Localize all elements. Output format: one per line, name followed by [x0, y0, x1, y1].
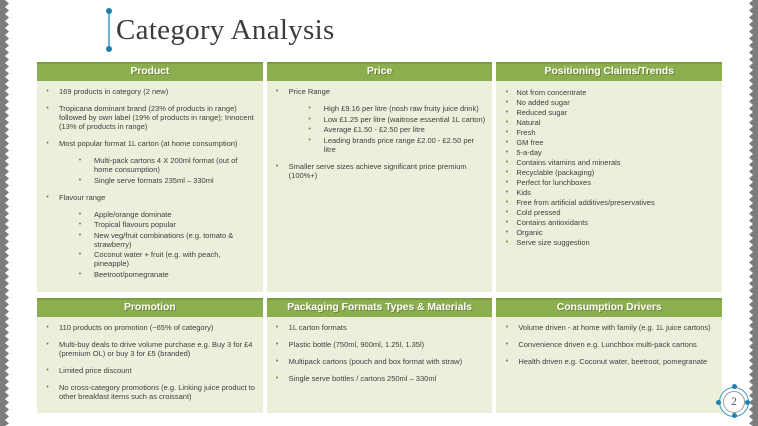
bullet-item — [41, 231, 256, 249]
bullet-icon: • — [505, 99, 509, 106]
bullet-text: Contains antioxidants — [516, 218, 589, 227]
section-promotion — [37, 298, 263, 413]
bullet-icon: • — [275, 162, 279, 170]
bullet-item — [271, 340, 486, 349]
section-header-price: Price — [267, 62, 493, 81]
bullet-item — [271, 323, 486, 332]
bullet-item — [500, 88, 715, 97]
bullet-icon: • — [78, 157, 82, 164]
bullet-icon: • — [505, 219, 509, 226]
bullet-icon: • — [505, 149, 509, 156]
bullet-icon: • — [505, 229, 509, 236]
bullet-icon: • — [78, 270, 82, 278]
bullet-icon: • — [505, 179, 509, 186]
section-header-consumption: Consumption Drivers — [496, 298, 722, 317]
bullet-item — [500, 118, 715, 127]
section-product — [37, 62, 263, 292]
bullet-item — [41, 340, 256, 358]
bullet-item — [500, 357, 715, 366]
bullet-icon: • — [505, 239, 509, 246]
bullet-item — [271, 115, 486, 124]
bullet-text: Not from concentrate — [516, 88, 587, 97]
bullet-text: Low £1.25 per litre (waitrose essential 1L carton) — [323, 114, 486, 124]
bullet-item — [41, 156, 256, 174]
accent-dot-bottom — [106, 46, 112, 52]
bullet-text: Natural — [516, 118, 541, 127]
bullet-icon: • — [505, 109, 509, 116]
title-block — [108, 6, 335, 54]
bullet-text: Recyclable (packaging) — [516, 168, 595, 177]
bullet-icon: • — [46, 105, 49, 112]
bullet-text: Perfect for lunchboxes — [516, 178, 591, 187]
bullet-text: Smaller serve sizes achieve significant price premium (100%+) — [288, 161, 467, 180]
title-accent-line — [108, 13, 110, 47]
bullet-icon: • — [275, 324, 279, 331]
bullet-text: New veg/fruit combinations (e.g. tomato & strawberry) — [94, 230, 234, 249]
bullet-item — [41, 383, 256, 401]
section-packaging — [267, 298, 493, 413]
bullet-icon: • — [308, 115, 311, 123]
section-body-price — [267, 81, 493, 292]
bullet-text: Reduced sugar — [516, 108, 568, 117]
bullet-text: Price Range — [288, 87, 330, 96]
bullet-item — [41, 176, 256, 185]
bullet-text: Average £1.50 - £2.50 per litre — [323, 125, 425, 134]
bullet-icon: • — [78, 221, 82, 228]
selection-handle-left[interactable] — [716, 400, 721, 405]
bullet-text: Health driven e.g. Coconut water, beetroot, pomegranate — [518, 357, 708, 366]
bullet-item — [41, 210, 256, 219]
bullet-icon: • — [78, 231, 82, 239]
bullet-text: Fresh — [516, 128, 536, 137]
bullet-text: No cross-category promotions (e.g. Linking juice product to other breakfast items such as croissant) — [59, 383, 255, 401]
section-body-consumption — [496, 317, 722, 413]
accent-dot-top — [106, 8, 112, 14]
bullet-item — [271, 357, 486, 366]
bullet-item — [41, 220, 256, 229]
bullet-item — [271, 162, 486, 180]
bullet-item — [271, 374, 486, 383]
bullet-item — [271, 136, 486, 154]
section-body-positioning — [496, 81, 722, 292]
bullet-icon: • — [505, 119, 509, 126]
bullet-text: Plastic bottle (750ml, 900ml, 1.25l, 1.35l) — [288, 340, 425, 349]
bullet-item — [500, 138, 715, 147]
bullet-item — [41, 250, 256, 268]
bullet-text: Flavour range — [59, 192, 106, 202]
bullet-item — [500, 158, 715, 167]
bullet-icon: • — [505, 358, 509, 365]
bullet-text: Leading brands price range £2.00 - £2.50 per litre — [323, 135, 475, 154]
bullet-icon: • — [308, 136, 311, 144]
bullet-item — [500, 208, 715, 217]
bullet-text: Volume driven - at home with family (e.g. 1L juice cartons) — [518, 323, 711, 332]
bullet-text: Limited price discount — [59, 366, 132, 375]
bullet-text: Serve size suggestion — [516, 238, 590, 247]
section-header-product: Product — [37, 62, 263, 81]
bullet-icon: • — [505, 139, 509, 146]
bullet-item — [500, 98, 715, 107]
bullet-icon: • — [505, 129, 509, 136]
bullet-text: Multipack cartons (pouch and box format with straw) — [288, 357, 463, 366]
bullet-text: GM free — [516, 138, 544, 147]
bullet-item — [271, 104, 486, 113]
bullet-item — [41, 323, 256, 332]
bullet-item — [500, 148, 715, 157]
bullet-text: Single serve bottles / cartons 250ml – 330ml — [288, 374, 437, 383]
bullet-item — [500, 168, 715, 177]
page-number: 2 — [723, 391, 745, 413]
bullet-icon: • — [78, 176, 82, 184]
bullet-item — [500, 218, 715, 227]
bullet-text: Free from artificial additives/preservatives — [516, 198, 655, 207]
bullet-icon: • — [505, 341, 509, 348]
torn-edge-right — [744, 0, 758, 426]
bullet-icon: • — [78, 251, 82, 258]
bullet-icon: • — [46, 384, 49, 391]
section-positioning — [496, 62, 722, 292]
bullet-icon: • — [505, 189, 509, 196]
bullet-item — [41, 270, 256, 279]
bullet-item — [500, 178, 715, 187]
bullet-icon: • — [46, 193, 49, 201]
sections-grid — [37, 62, 722, 413]
bullet-item — [271, 87, 486, 96]
bullet-text: Kids — [516, 188, 531, 197]
section-header-positioning: Positioning Claims/Trends — [496, 62, 722, 81]
slide-title: Category Analysis — [116, 13, 335, 46]
section-body-packaging — [267, 317, 493, 413]
bullet-icon: • — [505, 169, 509, 176]
bullet-text: Convenience driven e.g. Lunchbox multi-pack cartons — [518, 340, 697, 349]
bullet-text: 1L carton formats — [288, 323, 347, 332]
section-body-product — [37, 81, 263, 292]
bullet-icon: • — [505, 209, 509, 216]
bullet-text: Coconut water + fruit (e.g. with peach, pineapple) — [94, 250, 221, 268]
page-number-badge[interactable] — [719, 387, 749, 417]
bullet-text: No added sugar — [516, 98, 570, 107]
bullet-item — [41, 193, 256, 202]
bullet-text: Tropicana dominant brand (23% of products in range) followed by own label (19% of products in range); Innocent (13% of products in range) — [59, 104, 254, 131]
selection-handle-right[interactable] — [745, 400, 750, 405]
bullet-text: High £9.16 per litre (nosh raw fruity juice drink) — [323, 104, 479, 113]
section-header-packaging: Packaging Formats Types & Materials — [267, 298, 493, 317]
bullet-item — [500, 340, 715, 349]
bullet-item — [500, 198, 715, 207]
bullet-text: Multi-pack cartons 4 X 200ml format (out of home consumption) — [94, 156, 238, 174]
bullet-item — [271, 125, 486, 134]
bullet-icon: • — [505, 324, 509, 331]
bullet-icon: • — [505, 159, 509, 166]
bullet-item — [500, 238, 715, 247]
bullet-item — [500, 128, 715, 137]
section-price — [267, 62, 493, 292]
bullet-icon: • — [275, 375, 279, 382]
bullet-item — [41, 104, 256, 131]
bullet-icon: • — [78, 210, 82, 218]
bullet-icon: • — [505, 89, 509, 96]
bullet-icon: • — [308, 105, 311, 112]
bullet-icon: • — [505, 199, 509, 206]
bullet-text: 5-a-day — [516, 148, 542, 157]
bullet-text: Single serve formats 235ml – 330ml — [94, 175, 214, 185]
bullet-icon: • — [275, 88, 279, 95]
bullet-item — [500, 228, 715, 237]
section-body-promotion — [37, 317, 263, 413]
bullet-icon: • — [46, 341, 49, 348]
bullet-item — [500, 323, 715, 332]
bullet-icon: • — [46, 140, 49, 147]
section-header-promotion: Promotion — [37, 298, 263, 317]
bullet-item — [41, 366, 256, 375]
bullet-icon: • — [275, 341, 279, 348]
bullet-text: Tropical flavours popular — [94, 220, 176, 229]
bullet-item — [41, 139, 256, 148]
bullet-item — [500, 188, 715, 197]
torn-edge-left — [0, 0, 14, 426]
selection-handle-bottom[interactable] — [732, 413, 737, 418]
bullet-text: Organic — [516, 228, 543, 237]
bullet-text: Apple/orange dominate — [94, 209, 172, 219]
bullet-text: Most popular format 1L carton (at home consumption) — [59, 139, 238, 148]
bullet-item — [500, 108, 715, 117]
bullet-text: Contains vitamins and minerals — [516, 158, 621, 167]
bullet-item — [41, 87, 256, 96]
bullet-text: Multi-buy deals to drive volume purchase e.g. Buy 3 for £4 (premium OL) or buy 3 for £5 (branded) — [59, 340, 253, 358]
bullet-icon: • — [308, 126, 311, 133]
bullet-text: Cold pressed — [516, 208, 561, 217]
bullet-text: 169 products in category (2 new) — [59, 87, 169, 96]
bullet-icon: • — [46, 88, 49, 95]
bullet-icon: • — [46, 367, 49, 374]
section-consumption — [496, 298, 722, 413]
selection-handle-top[interactable] — [732, 384, 737, 389]
bullet-text: Beetroot/pomegranate — [94, 269, 169, 279]
bullet-text: 110 products on promotion (~65% of category) — [59, 323, 214, 332]
bullet-icon: • — [46, 324, 49, 331]
bullet-icon: • — [275, 358, 279, 365]
